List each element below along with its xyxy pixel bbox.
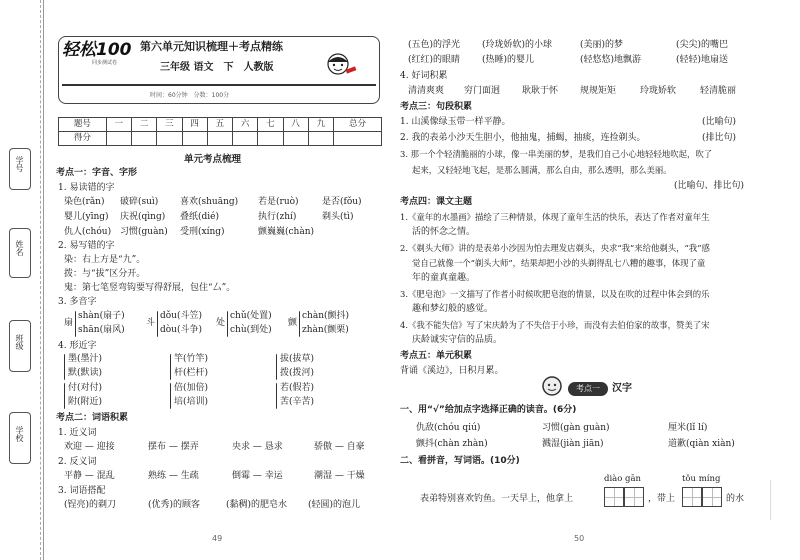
score-cell: 九 xyxy=(308,118,333,132)
pinyin-choice[interactable]: 厘米(lǐ lí) xyxy=(668,423,708,433)
theme-text: 觉自己就像一个“剃头大师”，结果却把小沙的头剃得乱七八糟的趣事，体现了童 xyxy=(412,258,706,268)
word-item: 叠纸(dié) xyxy=(180,212,219,222)
similar-char: 默(默读) xyxy=(68,368,103,378)
word-item: 是否(fǒu) xyxy=(322,197,362,207)
score-input[interactable] xyxy=(182,132,207,146)
word-item: 喜欢(shuāng) xyxy=(180,197,239,207)
word-pair: 欢迎 — 迎接 xyxy=(64,442,115,452)
sentence: 3. 那一个个轻清脆丽的小球，像一串美丽的梦，是我们自己小心地轻轻地吹起，吹了 xyxy=(400,149,713,159)
brace xyxy=(276,383,277,409)
collocation: (锃亮)的剃刀 xyxy=(64,500,117,510)
pinyin-choice[interactable]: 道歉(qiàn xiàn) xyxy=(668,439,735,449)
score-input[interactable] xyxy=(207,132,232,146)
sentence: 1. 山溪像绿玉带一样平静。 xyxy=(400,117,511,127)
similar-char: 杆(栏杆) xyxy=(174,368,209,378)
magnifier-mascot-icon xyxy=(540,374,566,400)
header-rule xyxy=(62,84,376,86)
word-item: 婴儿(yīng) xyxy=(64,212,109,222)
name-label: 姓名 xyxy=(15,240,24,256)
topic-4-heading: 考点四：课文主题 xyxy=(400,197,473,207)
word-pair: 潮湿 — 干燥 xyxy=(314,471,365,481)
word-item: 习惯(guàn) xyxy=(120,227,168,237)
collocation: (红红)的眼睛 xyxy=(408,55,461,65)
score-cell: 一 xyxy=(106,118,131,132)
word-pair: 骄傲 — 自豪 xyxy=(314,442,365,452)
score-input[interactable] xyxy=(308,132,333,146)
char-grid[interactable] xyxy=(624,487,644,507)
theme-text: 年的童真童趣。 xyxy=(412,273,476,283)
w2-heading: 2. 反义词 xyxy=(58,457,97,467)
brace xyxy=(170,354,171,380)
theme-text: 1.《童年的水墨画》描绘了三种情景，体现了童年生活的快乐，表达了作者对童年生 xyxy=(400,212,710,222)
pinyin-prompt: tǒu míng xyxy=(682,474,721,484)
collocation: (黏稠)的肥皂水 xyxy=(226,500,288,510)
theme-text: 2.《剃头大师》讲的是表弟小沙因为怕去理发店剃头，央求“我”来给他剃头，“我”感 xyxy=(400,243,710,253)
score-cell: 五 xyxy=(207,118,232,132)
brand-logo: 轻松100 xyxy=(62,40,132,60)
polyphone-reading: dǒu(斗笠) xyxy=(160,311,202,321)
score-input[interactable] xyxy=(258,132,283,146)
word-pair: 倒霉 — 幸运 xyxy=(232,471,283,481)
word-item: 颤巍巍(chàn) xyxy=(258,227,315,237)
score-input[interactable] xyxy=(132,132,157,146)
sentence-tag: (排比句) xyxy=(702,133,737,143)
theme-text: 4.《我不能失信》写了宋庆龄为了不失信于小珍，而没有去伯伯家的故事，赞美了宋 xyxy=(400,320,710,330)
word-item: 仇人(chóu) xyxy=(64,227,112,237)
word-pair: 熟练 — 生疏 xyxy=(148,471,199,481)
word-item: 剃头(tì) xyxy=(322,212,354,222)
good-words-heading: 4. 好词积累 xyxy=(400,71,448,81)
topic-5-heading: 考点五：单元积累 xyxy=(400,351,473,361)
collocation: (轻轻)地扇送 xyxy=(676,55,729,65)
page-title: 第六单元知识梳理＋考点精练 xyxy=(140,40,283,53)
polyphone-char: 扇 xyxy=(64,318,74,328)
good-word: 耿耿于怀 xyxy=(522,86,559,96)
exam-title: 汉字 xyxy=(612,383,632,394)
theme-text: 活的怀念之情。 xyxy=(412,227,476,237)
class-label: 班级 xyxy=(15,334,24,350)
brace xyxy=(170,383,171,409)
margin-line xyxy=(770,480,771,520)
cut-line xyxy=(40,0,41,560)
score-input[interactable] xyxy=(157,132,182,146)
q4-heading: 4. 形近字 xyxy=(58,341,97,351)
sentence-tag: (比喻句、排比句) xyxy=(674,181,745,191)
exam-badge: 考点一 xyxy=(568,382,608,396)
polyphone-reading: chù(到处) xyxy=(230,325,272,335)
theme-text: 趣和梦幻般的感觉。 xyxy=(412,304,494,314)
sentence: 2. 我的表弟小沙天生胆小，他抽鬼，捕蝎，抽痰，连捡剃头。 xyxy=(400,133,646,143)
score-cell: 七 xyxy=(258,118,283,132)
collocation: (玲珑娇软)的小球 xyxy=(482,40,553,50)
word-item: 受刑(xíng) xyxy=(180,227,225,237)
collocation: (优秀)的顾客 xyxy=(148,500,201,510)
section-title: 单元考点梳理 xyxy=(184,154,242,165)
score-input[interactable] xyxy=(106,132,131,146)
good-word: 玲珑娇软 xyxy=(640,86,677,96)
score-cell: 题号 xyxy=(59,118,107,132)
pinyin-choice[interactable]: 颤抖(chàn zhàn) xyxy=(416,439,488,449)
score-cell: 八 xyxy=(283,118,308,132)
page-subtitle: 三年级 语文 下 人教版 xyxy=(160,62,274,73)
w1-heading: 1. 近义词 xyxy=(58,428,97,438)
score-input[interactable] xyxy=(334,132,382,146)
score-input[interactable] xyxy=(283,132,308,146)
word-item: 庆祝(qìng) xyxy=(120,212,166,222)
polyphone-reading: dòu(斗争) xyxy=(160,325,202,335)
polyphone-char: 处 xyxy=(216,318,226,328)
good-word: 规规矩矩 xyxy=(580,86,617,96)
score-cell: 总分 xyxy=(334,118,382,132)
collocation: (轻圆)的泡儿 xyxy=(308,500,361,510)
word-pair: 摆布 — 摆弄 xyxy=(148,442,199,452)
polyphone-char: 斗 xyxy=(146,318,156,328)
word-item: 若是(ruò) xyxy=(258,197,299,207)
score-cell: 三 xyxy=(157,118,182,132)
topic-3-heading: 考点三：句段积累 xyxy=(400,102,473,112)
page-number-left: 49 xyxy=(212,534,223,543)
polyphone-char: 颤 xyxy=(288,318,298,328)
collocation: (尖尖)的嘴巴 xyxy=(676,40,729,50)
similar-char: 拨(拨河) xyxy=(280,368,315,378)
student-id-label: 学号 xyxy=(15,156,24,172)
pinyin-choice[interactable]: 习惯(gàn guàn) xyxy=(542,423,610,433)
score-table xyxy=(58,117,382,146)
brace xyxy=(276,354,277,380)
q1-heading: 1. 易读错的字 xyxy=(58,183,115,193)
similar-char: 倍(加倍) xyxy=(174,383,209,393)
similar-char: 竿(竹竿) xyxy=(174,354,209,364)
brace xyxy=(227,311,228,337)
exercise-sentence: 表弟特别喜欢钓鱼。一天早上，他拿上 xyxy=(420,494,574,504)
topic-1-heading: 考点一：字音、字形 xyxy=(56,168,138,178)
good-word: 轻清脆丽 xyxy=(700,86,737,96)
similar-char: 培(培训) xyxy=(174,397,209,407)
similar-char: 拔(拔草) xyxy=(280,354,315,364)
similar-char: 附(附近) xyxy=(68,397,103,407)
char-grid[interactable] xyxy=(604,487,624,507)
mascot-icon xyxy=(318,50,358,82)
brace xyxy=(299,311,300,337)
collocation: (美丽)的梦 xyxy=(580,40,624,50)
logo-subtitle: 同步测试卷 xyxy=(92,60,118,66)
score-input[interactable] xyxy=(233,132,258,146)
word-item: 执行(zhí) xyxy=(258,212,297,222)
sentence-tag: (比喻句) xyxy=(702,117,737,127)
exercise-sentence: 的水 xyxy=(726,494,745,504)
word-pair: 央求 — 恳求 xyxy=(232,442,283,452)
brace xyxy=(75,311,76,337)
score-cell: 六 xyxy=(233,118,258,132)
page-number-right: 50 xyxy=(574,534,585,543)
pinyin-prompt: diào gān xyxy=(604,474,642,484)
similar-char: 付(对付) xyxy=(68,383,103,393)
similar-char: 苦(辛苦) xyxy=(280,397,315,407)
collocation: (热睡)的婴儿 xyxy=(482,55,535,65)
theme-text: 3.《肥皂泡》一文描写了作者小时候吹肥皂泡的情景，以及在吹的过程中体会到的乐 xyxy=(400,289,710,299)
score-cell: 二 xyxy=(132,118,157,132)
polyphone-reading: shān(扇风) xyxy=(78,325,125,335)
similar-char: 墨(墨汁) xyxy=(68,354,103,364)
good-word: 穷门面迥 xyxy=(464,86,501,96)
brace xyxy=(64,354,65,380)
q3-heading: 3. 多音字 xyxy=(58,297,97,307)
brace xyxy=(64,383,65,409)
note-line: 拨：与“拔”区分开。 xyxy=(64,269,146,279)
collocation: (五色)的浮光 xyxy=(408,40,461,50)
pinyin-choice[interactable]: 溅湿(jiàn jiān) xyxy=(542,439,604,449)
pinyin-choice[interactable]: 仇敌(chóu qiú) xyxy=(416,423,481,433)
theme-text: 庆龄诚实守信的品质。 xyxy=(412,335,503,345)
q2-heading: 2. 易写错的字 xyxy=(58,241,115,251)
exercise-sentence: ，带上 xyxy=(648,494,676,504)
word-item: 染色(rǎn) xyxy=(64,197,105,207)
exam-info: 时间：60分钟 分数：100分 xyxy=(150,92,230,99)
word-pair: 平静 — 混乱 xyxy=(64,471,115,481)
score-cell: 四 xyxy=(182,118,207,132)
polyphone-reading: shàn(扇子) xyxy=(78,311,125,321)
exercise-1-heading: 一、用“√”给加点字选择正确的读音。(6分) xyxy=(400,405,577,415)
polyphone-reading: chǔ(处置) xyxy=(230,311,272,321)
note-line: 染：右上方是“九”。 xyxy=(64,255,146,265)
brace xyxy=(157,311,158,337)
collocation: (轻悠悠)地飘游 xyxy=(580,55,642,65)
word-item: 破碎(suì) xyxy=(120,197,159,207)
sentence: 起来，又轻轻地飞起，是那么圆满，那么自由，那么透明，那么美丽。 xyxy=(412,165,672,175)
polyphone-reading: zhàn(颤栗) xyxy=(302,325,349,335)
school-label: 学校 xyxy=(15,426,24,442)
char-grid[interactable] xyxy=(702,487,722,507)
exercise-2-heading: 二、看拼音，写词语。(10分) xyxy=(400,456,520,466)
accumulation-text: 背诵《溪边》，日积月累。 xyxy=(400,366,504,376)
binding-sidebar xyxy=(0,0,44,560)
topic-2-heading: 考点二：词语积累 xyxy=(56,413,129,423)
polyphone-reading: chàn(颤抖) xyxy=(302,311,350,321)
w3-heading: 3. 词语搭配 xyxy=(58,486,106,496)
char-grid[interactable] xyxy=(682,487,702,507)
note-line: 鬼：第七笔竖弯钩要写得舒展，包住“厶”。 xyxy=(64,283,236,293)
good-word: 清清爽爽 xyxy=(408,86,445,96)
similar-char: 若(假若) xyxy=(280,383,315,393)
score-row-label: 得分 xyxy=(59,132,107,146)
